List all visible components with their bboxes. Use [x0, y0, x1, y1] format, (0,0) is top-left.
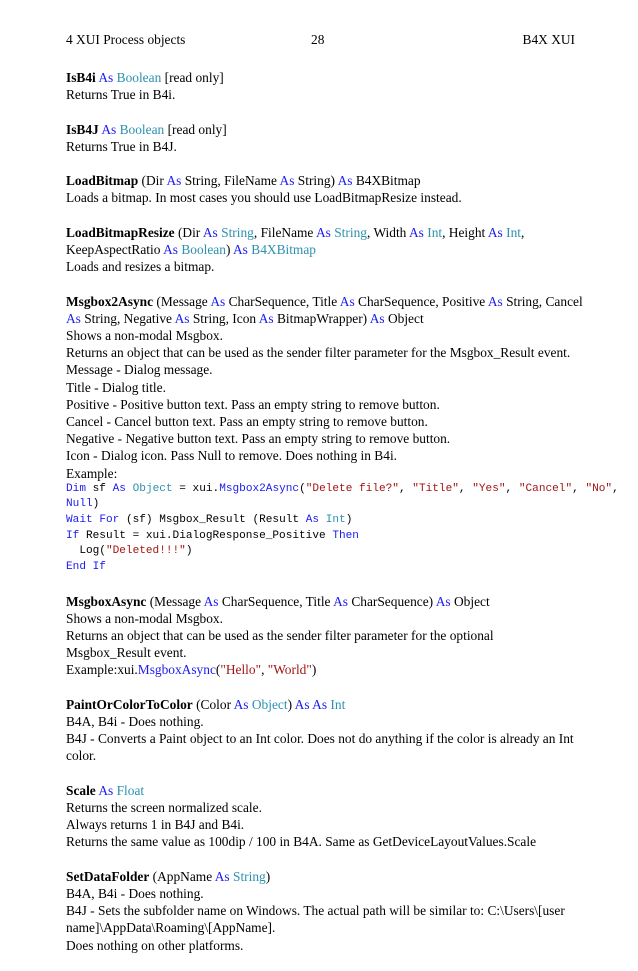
- as-keyword: As: [258, 310, 274, 326]
- entry-msgbox2async: [66, 293, 619, 576]
- code-keyword: Wait: [66, 514, 93, 526]
- as-keyword: As: [339, 293, 355, 309]
- example-string: "Hello": [220, 662, 262, 678]
- page-number: 28: [311, 32, 325, 47]
- description: Loads and resizes a bitmap.: [66, 259, 215, 275]
- as-keyword: As: [369, 310, 385, 326]
- signature-paintorcolortocolor: [66, 696, 575, 713]
- type-name: Boolean: [116, 70, 162, 85]
- signature-msgbox2async-line2: [66, 310, 575, 327]
- as-keyword: As: [214, 868, 230, 884]
- signature-text: B4XBitmap: [352, 173, 421, 189]
- signature-text: ): [287, 696, 295, 712]
- signature-isb4j: [66, 121, 575, 138]
- code-keyword: For: [99, 514, 120, 526]
- signature-loadbitmap: [66, 172, 575, 189]
- read-only-note: [read only]: [164, 121, 227, 137]
- signature-text: BitmapWrapper): [273, 310, 370, 326]
- code-text: Log(: [66, 545, 106, 558]
- signature-text: ,: [520, 224, 525, 240]
- as-keyword: As: [487, 293, 503, 309]
- member-name: Scale: [66, 782, 96, 798]
- entry-loadbitmap: [66, 172, 575, 206]
- signature-msgboxasync: [66, 593, 575, 610]
- signature-text: String, Icon: [189, 310, 259, 326]
- as-keyword: As: [233, 241, 248, 257]
- signature-text: CharSequence, Positive: [354, 293, 488, 309]
- as-keyword: As: [333, 593, 348, 609]
- signature-text: KeepAspectRatio: [66, 241, 164, 257]
- signature-loadbitmapresize-line1: [66, 224, 575, 241]
- type-name: Int: [330, 696, 346, 712]
- description-line: Returns an object that can be used as the sender filter parameter for the optional Msgbox_Result event.: [66, 627, 494, 661]
- description-line: Message - Dialog message.: [66, 362, 213, 378]
- signature-text: Object: [384, 310, 424, 326]
- signature-text: String): [294, 173, 338, 189]
- description-line: Icon - Dialog icon. Pass Null to remove. Does nothing in B4i.: [66, 448, 398, 464]
- signature-setdatafolder: [66, 868, 575, 885]
- signature-text: String, Negative: [80, 310, 175, 326]
- as-keyword: As: [408, 224, 424, 240]
- example-line: [66, 661, 575, 678]
- code-keyword: End If: [66, 560, 106, 573]
- signature-scale: [66, 782, 575, 799]
- type-name: Int: [427, 224, 443, 240]
- as-keyword: As: [101, 121, 117, 137]
- as-keyword: As: [98, 782, 114, 798]
- signature-text: (Color: [192, 696, 234, 712]
- description-line: Does nothing on other platforms.: [66, 937, 244, 953]
- code-keyword: Dim: [66, 482, 86, 495]
- signature-text: String, FileName: [181, 173, 280, 189]
- code-string: "No": [585, 482, 613, 495]
- code-text: ,: [572, 482, 586, 495]
- code-text: (: [299, 482, 306, 495]
- description-line: Negative - Negative button text. Pass an empty string to remove button.: [66, 431, 451, 447]
- as-keyword: As: [174, 310, 190, 326]
- signature-msgbox2async-line1: [66, 293, 583, 310]
- page-header: [66, 31, 575, 49]
- entry-paintorcolortocolor: [66, 696, 575, 765]
- type-name: Boolean: [119, 121, 165, 137]
- example-text: ,: [261, 662, 268, 678]
- code-example: [66, 482, 619, 576]
- as-keyword: As: [210, 293, 226, 309]
- entry-isb4i: [66, 69, 575, 103]
- signature-text: (Dir: [138, 173, 167, 189]
- as-keyword: As: [312, 696, 328, 712]
- code-type: Object: [132, 482, 173, 495]
- description-line: Shows a non-modal Msgbox.: [66, 610, 223, 626]
- description-line: Returns the screen normalized scale.: [66, 799, 262, 815]
- code-keyword: If: [66, 529, 80, 542]
- description: Returns True in B4i.: [66, 87, 176, 103]
- signature-text: , Width: [366, 224, 409, 240]
- as-keyword: As: [435, 593, 451, 609]
- type-name: B4XBitmap: [251, 241, 316, 257]
- entry-msgboxasync: [66, 593, 575, 679]
- signature-text: , Height: [442, 224, 488, 240]
- code-text: Result = xui.DialogResponse_Positive: [79, 529, 333, 542]
- entry-setdatafolder: [66, 868, 575, 954]
- entry-loadbitmapresize: [66, 224, 575, 276]
- signature-isb4i: [66, 69, 575, 86]
- signature-text: String, Cancel: [502, 293, 583, 309]
- code-keyword: As: [305, 514, 320, 526]
- code-string: "Yes": [472, 482, 506, 495]
- code-type: Int: [325, 514, 346, 526]
- as-keyword: As: [487, 224, 503, 240]
- description-line: Shows a non-modal Msgbox.: [66, 327, 223, 343]
- code-text: ): [92, 498, 100, 511]
- as-keyword: As: [203, 593, 219, 609]
- example-string: "World": [267, 662, 312, 678]
- as-keyword: As: [98, 70, 114, 85]
- description: Returns True in B4J.: [66, 138, 177, 154]
- entry-isb4j: [66, 121, 575, 155]
- example-function: MsgboxAsync: [137, 662, 216, 678]
- type-name: Float: [116, 782, 145, 798]
- member-name: LoadBitmap: [66, 173, 139, 189]
- example-text: ): [311, 662, 317, 678]
- member-name: SetDataFolder: [66, 868, 150, 884]
- code-text: ): [345, 514, 353, 526]
- code-text: ,: [612, 482, 619, 495]
- description-line: Positive - Positive button text. Pass an empty string to remove button.: [66, 396, 440, 412]
- document-body: [66, 69, 619, 971]
- member-name: LoadBitmapResize: [66, 224, 175, 240]
- code-keyword: Null: [66, 498, 93, 511]
- description-line: Example:: [66, 465, 118, 481]
- code-keyword: Then: [332, 529, 359, 542]
- code-text: ,: [505, 482, 519, 495]
- member-name: MsgboxAsync: [66, 593, 147, 609]
- description-line: B4J - Sets the subfolder name on Windows. The actual path will be similar to: C:\Users\[user name]\AppData\Roaming\[AppName].: [66, 903, 565, 936]
- member-name: IsB4i: [66, 70, 96, 85]
- code-text: sf: [85, 482, 113, 495]
- example-text: (: [215, 662, 221, 678]
- member-name: IsB4J: [66, 121, 99, 137]
- as-keyword: As: [166, 173, 182, 189]
- code-string: "Delete file?": [305, 482, 399, 495]
- as-keyword: As: [163, 241, 178, 257]
- code-keyword: As: [112, 482, 126, 495]
- description-line: B4J - Converts a Paint object to an Int color. Does not do anything if the color is already an Int color.: [66, 731, 574, 764]
- signature-text: ): [265, 868, 271, 884]
- signature-text: CharSequence, Title: [218, 593, 334, 609]
- signature-text: (Message: [153, 293, 211, 309]
- code-string: "Title": [412, 482, 459, 495]
- as-keyword: As: [294, 696, 310, 712]
- as-keyword: As: [315, 224, 331, 240]
- description: Loads a bitmap. In most cases you should use LoadBitmapResize instead.: [66, 190, 462, 206]
- type-name: String: [221, 224, 254, 240]
- code-text: (sf) Msgbox_Result (Result: [119, 514, 306, 526]
- signature-text: ): [225, 241, 234, 257]
- signature-text: Object: [450, 593, 490, 609]
- code-string: "Deleted!!!": [105, 545, 186, 558]
- entry-scale: [66, 782, 575, 851]
- description-line: Always returns 1 in B4J and B4i.: [66, 817, 245, 833]
- type-name: String: [233, 868, 266, 884]
- as-keyword: As: [202, 224, 218, 240]
- signature-text: CharSequence): [347, 593, 436, 609]
- type-name: Boolean: [181, 241, 226, 257]
- as-keyword: As: [279, 173, 295, 189]
- header-book-title: B4X XUI: [522, 32, 575, 47]
- signature-loadbitmapresize-line2: [66, 241, 575, 258]
- type-name: String: [334, 224, 367, 240]
- code-function: Msgbox2Async: [219, 482, 300, 495]
- as-keyword: As: [337, 173, 353, 189]
- member-name: Msgbox2Async: [66, 293, 154, 309]
- code-text: = xui.: [172, 482, 220, 495]
- signature-text: (Message: [146, 593, 204, 609]
- as-keyword: As: [66, 310, 81, 326]
- as-keyword: As: [233, 696, 249, 712]
- description-line: Cancel - Cancel button text. Pass an empty string to remove button.: [66, 414, 428, 429]
- header-chapter: 4 XUI Process objects: [66, 32, 186, 47]
- signature-text: (Dir: [174, 224, 203, 240]
- code-text: ,: [458, 482, 473, 495]
- signature-text: CharSequence, Title: [225, 293, 340, 309]
- example-text: Example:xui.: [66, 662, 138, 678]
- code-text: ,: [398, 482, 413, 495]
- description-line: Returns the same value as 100dip / 100 in B4A. Same as GetDeviceLayoutValues.Scale: [66, 834, 537, 850]
- type-name: Object: [251, 696, 288, 712]
- member-name: PaintOrColorToColor: [66, 696, 193, 712]
- description-line: Returns an object that can be used as the sender filter parameter for the Msgbox_Result event.: [66, 345, 571, 361]
- read-only-note: [read only]: [161, 70, 224, 85]
- description-line: B4A, B4i - Does nothing.: [66, 713, 204, 729]
- signature-text: , FileName: [253, 224, 316, 240]
- signature-text: (AppName: [149, 868, 215, 884]
- code-text: ): [185, 545, 193, 558]
- type-name: Int: [506, 224, 521, 240]
- description-line: Title - Dialog title.: [66, 379, 166, 395]
- code-string: "Cancel": [518, 482, 573, 495]
- description-line: B4A, B4i - Does nothing.: [66, 885, 204, 901]
